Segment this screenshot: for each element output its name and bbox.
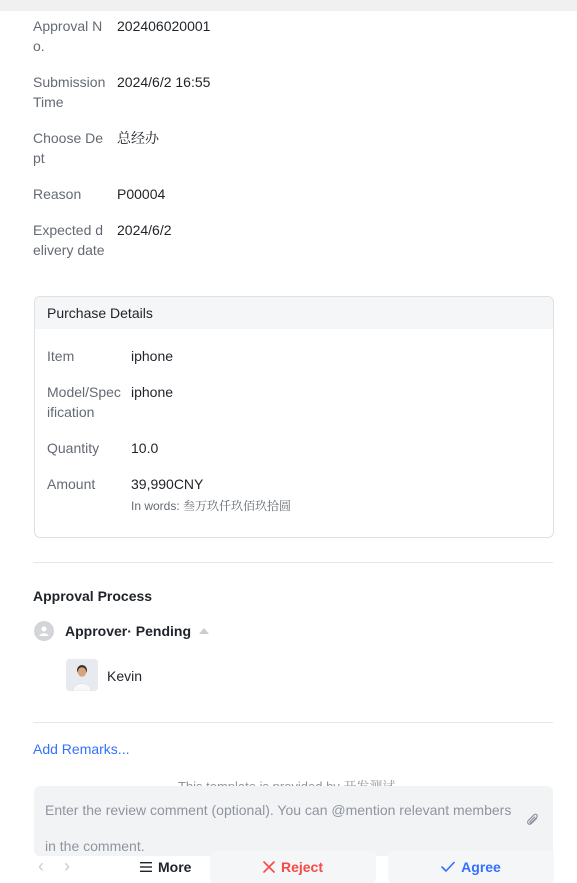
menu-icon — [140, 861, 152, 873]
agree-button[interactable] — [388, 851, 554, 883]
row-value: iphone — [131, 348, 174, 364]
more-button[interactable] — [140, 857, 191, 877]
field-value: 总经办 — [117, 130, 159, 146]
divider — [33, 722, 553, 723]
check-icon — [441, 861, 455, 873]
next-icon[interactable]: › — [64, 856, 70, 876]
field-choose-dept — [33, 128, 553, 168]
amount-in-words: In words: 叁万玖仟玖佰玖拾圆 — [131, 499, 292, 513]
reject-button[interactable] — [210, 851, 376, 883]
field-label: Submission Time — [33, 74, 106, 110]
approver-node-label: Approver· Pending — [65, 623, 192, 639]
agree-label: Agree — [461, 859, 501, 875]
row-value: 10.0 — [131, 440, 159, 456]
approval-process-title: Approval Process — [33, 588, 153, 604]
comment-placeholder: Enter the review comment (optional). You can @mention relevant members in the comment. — [45, 802, 512, 854]
avatar — [66, 659, 98, 691]
row-label: Item — [47, 348, 75, 364]
previous-icon[interactable]: ‹ — [38, 856, 44, 876]
purchase-details-card — [34, 296, 554, 538]
field-label: Reason — [33, 186, 82, 202]
row-value-group — [131, 474, 291, 514]
field-reason — [33, 184, 553, 204]
amount-value: 39,990CNY — [131, 476, 204, 492]
field-value: 2024/6/2 16:55 — [117, 74, 211, 90]
purchase-row-amount — [47, 474, 537, 514]
row-label: Amount — [47, 476, 96, 492]
add-remarks-link[interactable]: Add Remarks... — [33, 741, 130, 757]
comment-input[interactable] — [34, 786, 553, 856]
purchase-row-item — [47, 346, 537, 366]
field-label: Approval No. — [33, 18, 103, 54]
user-icon — [34, 621, 54, 641]
collapse-caret-icon[interactable] — [199, 628, 209, 634]
field-approval-no — [33, 16, 553, 56]
purchase-row-model — [47, 382, 537, 422]
field-expected-delivery-date — [33, 220, 553, 260]
approver-node[interactable] — [65, 621, 209, 641]
field-value: 2024/6/2 — [117, 222, 172, 238]
reject-label: Reject — [280, 859, 324, 875]
paperclip-icon[interactable] — [526, 812, 540, 828]
field-label: Choose Dept — [33, 130, 104, 166]
top-bar — [0, 0, 577, 11]
more-label: More — [158, 859, 192, 875]
field-submission-time — [33, 72, 553, 112]
field-label: Expected delivery date — [33, 222, 105, 258]
purchase-details-title: Purchase Details — [35, 297, 553, 329]
close-icon — [263, 861, 275, 873]
divider — [33, 562, 553, 563]
purchase-row-quantity — [47, 438, 537, 458]
row-label: Quantity — [47, 440, 100, 456]
row-label: Model/Specification — [47, 384, 121, 420]
approver-name: Kevin — [107, 668, 143, 684]
field-value: P00004 — [117, 186, 166, 202]
row-value: iphone — [131, 384, 174, 400]
field-value: 202406020001 — [117, 18, 211, 34]
